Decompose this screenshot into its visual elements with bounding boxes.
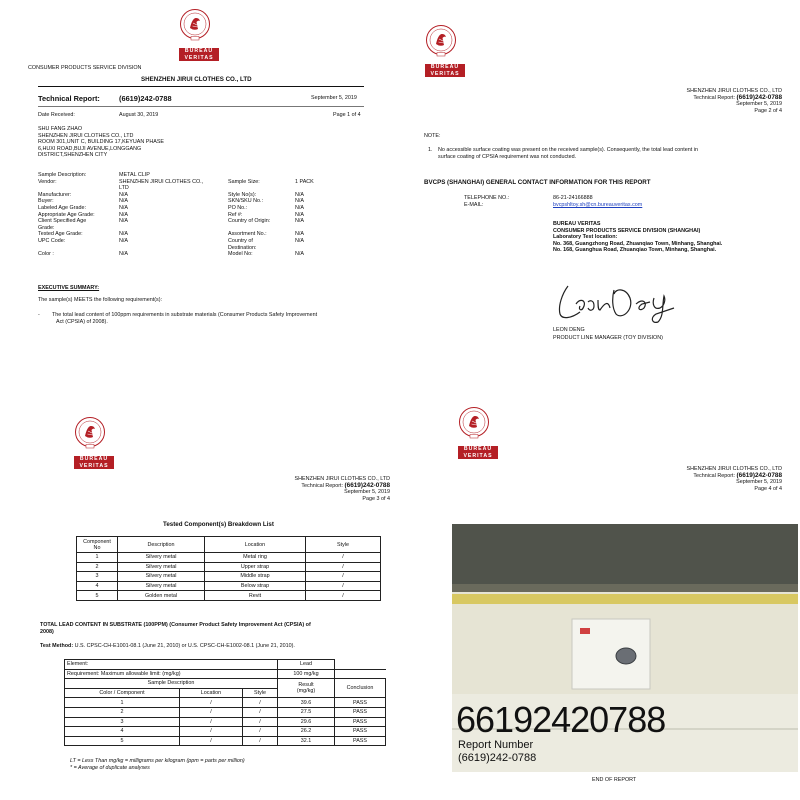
email-link[interactable]: bvcpshltoy.sh@cn.bureauveritas.com <box>553 202 643 208</box>
table-cell: 2 <box>65 707 180 717</box>
report-number: (6619)242-0788 <box>344 481 390 489</box>
info-label <box>38 185 95 192</box>
table-cell: 3 <box>77 572 118 582</box>
info-value: N/A <box>295 218 304 225</box>
division-label: CONSUMER PRODUCTS SERVICE DIVISION <box>28 65 142 71</box>
bureau-veritas-seal-icon <box>179 8 211 42</box>
lead-results-table <box>64 659 386 746</box>
page-number: Page 3 of 4 <box>362 495 390 502</box>
table-header-row <box>77 537 381 553</box>
header-date: September 5, 2019 <box>344 489 390 496</box>
footnotes <box>70 758 245 771</box>
header-company: SHENZHEN JIRUI CLOTHES CO., LTD <box>686 88 782 94</box>
lab-line: Laboratory Test location: <box>553 234 618 241</box>
table-cell: Revit <box>205 591 306 601</box>
address-line: SHENZHEN JIRUI CLOTHES CO., LTD <box>38 132 134 139</box>
info-label: Destination: <box>228 244 257 251</box>
info-value: N/A <box>119 204 128 211</box>
header-rule <box>38 86 364 87</box>
table-cell: / <box>180 736 243 746</box>
table-cell: / <box>180 698 243 708</box>
signer-name: LEON DENG <box>553 327 585 333</box>
table-row <box>77 581 381 591</box>
test-method-label: Test Method: <box>40 643 74 649</box>
empty-cell <box>335 669 386 679</box>
executive-summary-title: EXECUTIVE SUMMARY: <box>38 285 100 291</box>
lab-line: CONSUMER PRODUCTS SERVICE DIVISION (SHANGHAI) <box>553 227 701 234</box>
empty-cell <box>335 660 386 670</box>
report-number: (6619)242-0788 <box>119 94 172 103</box>
report-label: Technical Report: <box>301 482 344 489</box>
address-line: DISTRICT,SHENZHEN CITY <box>38 152 108 159</box>
info-label: Sample Size: <box>228 178 260 185</box>
table-cell: Upper strap <box>205 562 306 572</box>
bureau-veritas-logo <box>74 416 114 469</box>
logo-word-veritas: VERITAS <box>458 453 498 460</box>
info-value: 1 PACK <box>295 178 314 185</box>
table-cell: / <box>180 727 243 737</box>
info-value: N/A <box>295 204 304 211</box>
sample-description-header: Sample Description <box>65 679 278 689</box>
table-cell: PASS <box>335 698 386 708</box>
lead-title-line: 2008) <box>40 628 54 635</box>
table-cell: 4 <box>65 727 180 737</box>
table-row <box>65 736 386 746</box>
info-label: Sample Description: <box>38 172 87 178</box>
info-label: Assortment No.: <box>228 231 267 238</box>
table-cell: PASS <box>335 707 386 717</box>
table-cell: 4 <box>77 581 118 591</box>
report-date: September 5, 2019 <box>311 95 357 101</box>
report-page-3 <box>0 400 400 800</box>
note-number: 1. <box>428 147 433 153</box>
table-cell: Silvery metal <box>118 562 205 572</box>
sample-info-right-values <box>295 179 314 258</box>
photo-caption-line: Report Number <box>458 739 534 751</box>
company-title: SHENZHEN JIRUI CLOTHES CO., LTD <box>141 76 252 83</box>
info-value <box>119 245 203 252</box>
address-line: 6,HUXI ROAD,BUJI AVENUE,LONGGANG <box>38 145 142 152</box>
bureau-veritas-seal-icon <box>425 24 457 58</box>
info-label: Ref #: <box>228 211 243 218</box>
result-header <box>278 679 335 698</box>
signer-title: PRODUCT LINE MANAGER (TOY DIVISION) <box>553 335 663 341</box>
info-value: N/A <box>295 237 304 244</box>
table-cell: PASS <box>335 717 386 727</box>
logo-word-veritas: VERITAS <box>179 55 219 62</box>
table-cell: 5 <box>77 591 118 601</box>
test-method-text: U.S. CPSC-CH-E1001-08.1 (June 21, 2010) or U.S. CPSC-CH-E1002-08.1 (June 21, 2010). <box>74 643 295 649</box>
table-cell: 26.2 <box>278 727 335 737</box>
test-method <box>40 643 295 650</box>
info-value: METAL CLIP <box>119 172 150 178</box>
lead-title-line: TOTAL LEAD CONTENT IN SUBSTRATE (100PPM) (Consumer Product Safety Improvement Act (CPSIA) of <box>40 622 311 628</box>
header-date: September 5, 2019 <box>736 101 782 108</box>
logo-word-bureau: BUREAU <box>458 446 498 453</box>
bureau-veritas-seal-icon <box>74 416 106 450</box>
bureau-veritas-logo <box>458 406 498 459</box>
table-cell: Middle strap <box>205 572 306 582</box>
info-label <box>38 245 95 252</box>
table-cell: / <box>306 591 381 601</box>
info-value <box>295 185 314 192</box>
table-header: Location <box>205 537 306 553</box>
date-received: August 30, 2019 <box>119 112 159 118</box>
bureau-veritas-seal-icon <box>458 406 490 440</box>
photo-caption <box>458 739 536 765</box>
requirement-label: Requirement: Maximum allowable limit: (mg/kg) <box>65 669 278 679</box>
lab-line: No. 368, Guangzhong Road, Zhuanqiao Town, Minhang, Shanghai. <box>553 240 723 247</box>
table-header-row <box>65 679 386 689</box>
element-label: Element: <box>65 660 278 670</box>
signature-image <box>550 280 690 324</box>
table-cell: / <box>306 581 381 591</box>
info-label: PO No.: <box>228 204 248 211</box>
info-value: N/A <box>295 231 304 238</box>
sample-photo <box>452 524 798 772</box>
table-cell: / <box>306 562 381 572</box>
end-of-report: END OF REPORT <box>592 777 637 783</box>
report-label: Technical Report: <box>693 472 736 479</box>
lab-address-block <box>553 221 722 254</box>
info-value: N/A <box>119 198 128 205</box>
table-cell: / <box>180 717 243 727</box>
info-label: Appropriate Age Grade: <box>38 211 95 218</box>
result-label: Result <box>298 682 314 689</box>
table-cell: / <box>306 553 381 563</box>
header-report-line <box>687 95 782 102</box>
table-cell: Silvery metal <box>118 572 205 582</box>
page-header <box>687 466 782 492</box>
element-value: Lead <box>278 660 335 670</box>
info-value: N/A <box>119 218 128 225</box>
table-cell: 3 <box>65 717 180 727</box>
info-value: N/A <box>295 191 304 198</box>
info-label: Country of <box>228 237 253 244</box>
client-address <box>38 126 164 159</box>
result-unit: (mg/kg) <box>296 688 316 695</box>
conclusion-header: Conclusion <box>335 679 386 698</box>
report-page-2 <box>400 0 800 400</box>
table-row <box>65 717 386 727</box>
info-label <box>228 185 270 192</box>
header-company: SHENZHEN JIRUI CLOTHES CO., LTD <box>686 466 782 472</box>
page-number: Page 4 of 4 <box>754 485 782 492</box>
header-company: SHENZHEN JIRUI CLOTHES CO., LTD <box>294 476 390 482</box>
table-cell: / <box>243 698 278 708</box>
requirement-line: The total lead content of 100ppm requirements in substrate materials (Consumer Products Safety Improvement <box>52 312 318 318</box>
info-value: N/A <box>119 231 128 238</box>
info-value: N/A <box>119 191 128 198</box>
bureau-veritas-logo <box>425 24 465 77</box>
table-header: Style <box>243 688 278 698</box>
info-label <box>228 225 270 232</box>
table-row <box>65 660 386 670</box>
lab-line: BUREAU VERITAS <box>553 221 601 227</box>
table-cell: 32.1 <box>278 736 335 746</box>
table-header: Style <box>306 537 381 553</box>
sample-info-values <box>119 172 203 258</box>
info-label: Vendor: <box>38 178 57 185</box>
page-number: Page 1 of 4 <box>333 112 361 118</box>
report-page-1 <box>0 0 400 400</box>
info-value <box>295 245 314 252</box>
info-label: SKN/SKU No.: <box>228 198 264 205</box>
info-label: Client Specified Age <box>38 218 87 225</box>
table-row <box>65 707 386 717</box>
header-report-line <box>295 483 390 490</box>
info-label: Tested Age Grade: <box>38 231 83 238</box>
info-value: LTD <box>119 185 129 192</box>
report-label: Technical Report: <box>38 94 100 103</box>
info-value: N/A <box>295 251 304 258</box>
info-value: N/A <box>295 198 304 205</box>
table-cell: Silvery metal <box>118 581 205 591</box>
info-value: N/A <box>119 211 128 218</box>
lab-line: No. 168, Guanghua Road, Zhuanqiao Town, Minhang, Shanghai. <box>553 247 717 254</box>
table-cell: / <box>243 717 278 727</box>
logo-word-veritas: VERITAS <box>425 71 465 78</box>
logo-word-bureau: BUREAU <box>179 48 219 55</box>
table-cell: / <box>243 707 278 717</box>
table-row <box>77 562 381 572</box>
info-label: Model No: <box>228 251 253 258</box>
requirement-text <box>52 312 317 325</box>
info-value <box>295 225 314 232</box>
info-label: Manufacturer: <box>38 191 72 198</box>
table-cell: 5 <box>65 736 180 746</box>
info-label: Style No(s): <box>228 191 257 198</box>
email-label: E-MAIL: <box>464 202 484 208</box>
info-label: Grade: <box>38 224 55 231</box>
header-rule-thin <box>38 106 364 107</box>
table-row <box>65 698 386 708</box>
info-label: UPC Code: <box>38 237 66 244</box>
report-number: (6619)242-0788 <box>736 93 782 101</box>
sample-info-right-labels <box>228 179 270 258</box>
page-header <box>295 476 390 502</box>
info-value: N/A <box>119 237 128 244</box>
header-date: September 5, 2019 <box>736 479 782 486</box>
requirement-line: Act (CPSIA) of 2008). <box>56 318 108 325</box>
table-row <box>65 727 386 737</box>
table-header: Color / Component <box>65 688 180 698</box>
table-cell: Metal ring <box>205 553 306 563</box>
report-page-4 <box>400 400 800 800</box>
bureau-veritas-logo <box>179 8 219 61</box>
table-cell: 2 <box>77 562 118 572</box>
photo-caption-line: (6619)242-0788 <box>458 752 537 764</box>
table-cell: PASS <box>335 736 386 746</box>
table-header: Location <box>180 688 243 698</box>
photo-report-number: 66192420788 <box>456 699 666 740</box>
table-cell: 39.6 <box>278 698 335 708</box>
contact-title: BVCPS (SHANGHAI) GENERAL CONTACT INFORMATION FOR THIS REPORT <box>424 179 651 186</box>
table-cell: 27.5 <box>278 707 335 717</box>
table-cell: 1 <box>77 553 118 563</box>
table-header: Description <box>118 537 205 553</box>
telephone-value: 86-21-24166888 <box>553 195 593 201</box>
bullet-dash: - <box>38 312 40 318</box>
breakdown-table <box>76 536 381 601</box>
report-label: Technical Report: <box>693 94 736 101</box>
info-value: N/A <box>295 211 304 218</box>
table-cell: PASS <box>335 727 386 737</box>
table-cell: / <box>243 736 278 746</box>
breakdown-title: Tested Component(s) Breakdown List <box>163 521 274 528</box>
date-received-label: Date Received: <box>38 112 75 118</box>
table-cell: / <box>243 727 278 737</box>
page-header <box>687 88 782 114</box>
table-cell: Golden metal <box>118 591 205 601</box>
header-report-line <box>687 473 782 480</box>
note-text <box>438 147 698 160</box>
executive-summary-intro: The sample(s) MEETS the following requirement(s): <box>38 297 163 303</box>
logo-word-bureau: BUREAU <box>425 64 465 71</box>
note-line: surface coating of CPSIA requirement was not conducted. <box>438 153 577 160</box>
table-row <box>77 572 381 582</box>
table-row <box>65 669 386 679</box>
table-row <box>77 591 381 601</box>
note-line: No accessible surface coating was present on the received sample(s). Consequently, the total lead content in <box>438 147 698 153</box>
info-value: SHENZHEN JIRUI CLOTHES CO., <box>119 178 204 185</box>
table-header: Component No <box>77 537 118 553</box>
info-value <box>119 225 203 232</box>
report-number: (6619)242-0788 <box>736 471 782 479</box>
table-cell: / <box>180 707 243 717</box>
note-label: NOTE: <box>424 133 441 139</box>
table-cell: Silvery metal <box>118 553 205 563</box>
table-cell: Below strap <box>205 581 306 591</box>
table-cell: 29.6 <box>278 717 335 727</box>
footnote-line: * = Average of duplicate analyses <box>70 764 150 771</box>
address-line: SHU FANG ZHAO <box>38 126 83 132</box>
info-label: Country of Origin: <box>228 218 271 225</box>
sample-info-labels <box>38 172 95 258</box>
logo-word-veritas: VERITAS <box>74 463 114 470</box>
lead-content-title <box>40 622 311 635</box>
table-cell: 1 <box>65 698 180 708</box>
footnote-line: LT = Less Than mg/kg = milligrams per kilogram (ppm = parts per million) <box>70 758 245 764</box>
info-label: Buyer: <box>38 198 54 205</box>
table-cell: / <box>306 572 381 582</box>
table-row <box>77 553 381 563</box>
page-number: Page 2 of 4 <box>754 107 782 114</box>
address-line: ROOM 301,UNIT C, BUILDING 17,KEYUAN PHASE <box>38 139 165 146</box>
info-value: N/A <box>119 251 128 258</box>
requirement-value: 100 mg/kg <box>278 669 335 679</box>
info-label: Labeled Age Grade: <box>38 204 86 211</box>
telephone-label: TELEPHONE NO.: <box>464 195 510 201</box>
logo-word-bureau: BUREAU <box>74 456 114 463</box>
info-label: Color : <box>38 251 54 258</box>
